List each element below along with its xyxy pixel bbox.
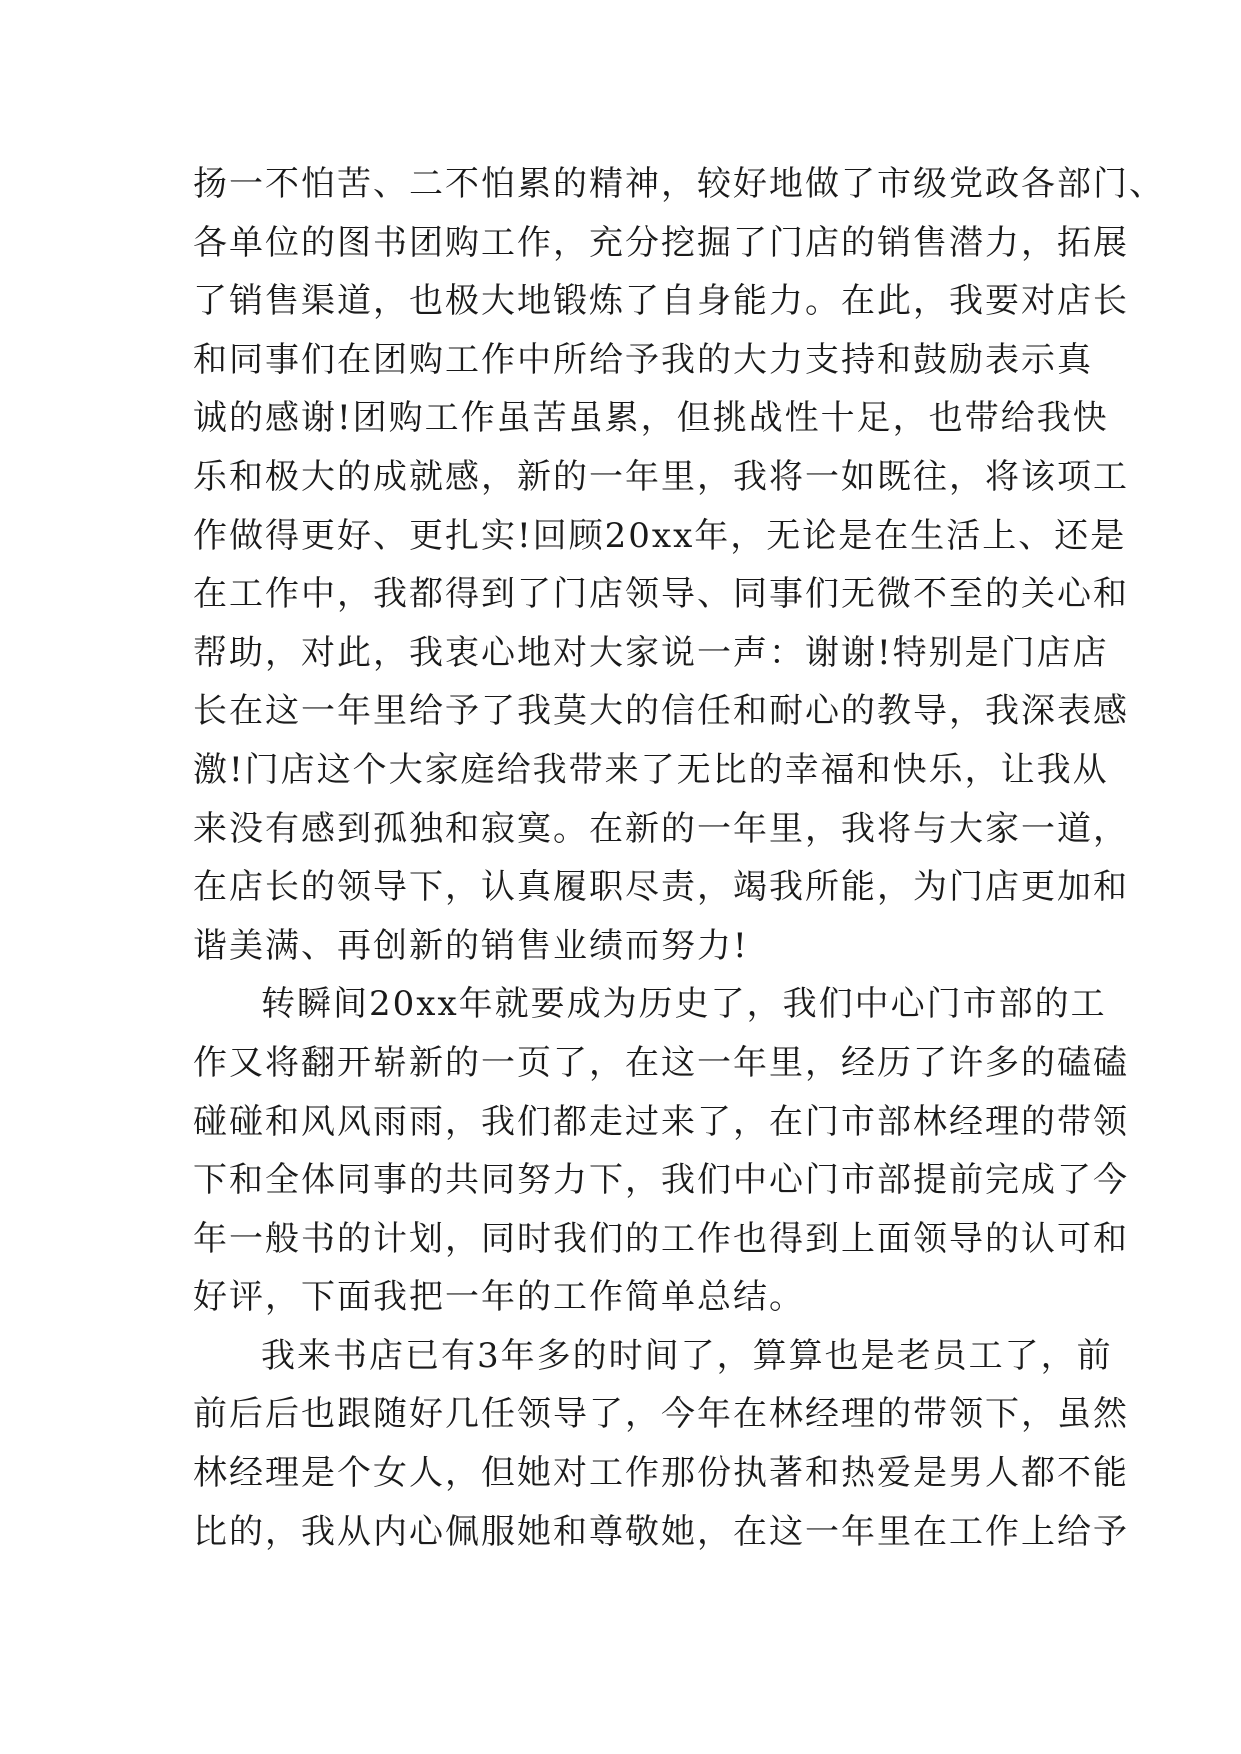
text-line: 好评，下面我把一年的工作简单总结。 (193, 1277, 805, 1318)
text-line: 来没有感到孤独和寂寞。在新的一年里，我将与大家一道， (193, 808, 1129, 849)
body-text (193, 155, 1165, 1561)
text-line: 乐和极大的成就感，新的一年里，我将一如既往，将该项工 (193, 456, 1129, 497)
text-line: 碰碰和风风雨雨，我们都走过来了，在门市部林经理的带领 (193, 1101, 1129, 1142)
text-line: 前后后也跟随好几任领导了，今年在林经理的带领下，虽然 (193, 1394, 1129, 1435)
text-line: 年一般书的计划，同时我们的工作也得到上面领导的认可和 (193, 1218, 1129, 1259)
text-line: 扬一不怕苦、二不怕累的精神，较好地做了市级党政各部门、 (193, 164, 1165, 204)
text-line: 谐美满、再创新的销售业绩而努力! (193, 925, 749, 966)
text-line: 帮助，对此，我衷心地对大家说一声：谢谢!特别是门店店 (193, 632, 1109, 673)
text-line: 作做得更好、更扎实!回顾20xx年，无论是在生活上、还是 (193, 515, 1127, 556)
text-line: 在店长的领导下，认真履职尽责，竭我所能，为门店更加和 (193, 867, 1129, 908)
text-line: 比的，我从内心佩服她和尊敬她，在这一年里在工作上给予 (193, 1511, 1129, 1552)
text-line: 长在这一年里给予了我莫大的信任和耐心的教导，我深表感 (193, 691, 1129, 732)
text-line: 和同事们在团购工作中所给予我的大力支持和鼓励表示真 (193, 339, 1093, 380)
text-line: 下和全体同事的共同努力下，我们中心门市部提前完成了今 (193, 1160, 1129, 1201)
paragraph-first-line: 我来书店已有3年多的时间了，算算也是老员工了，前 (261, 1335, 1113, 1376)
paragraph-first-line: 转瞬间20xx年就要成为历史了，我们中心门市部的工 (261, 984, 1107, 1025)
text-line: 激!门店这个大家庭给我带来了无比的幸福和快乐，让我从 (193, 749, 1109, 790)
text-line: 作又将翻开崭新的一页了，在这一年里，经历了许多的磕磕 (193, 1042, 1129, 1083)
text-line: 在工作中，我都得到了门店领导、同事们无微不至的关心和 (193, 574, 1129, 615)
text-line: 各单位的图书团购工作，充分挖掘了门店的销售潜力，拓展 (193, 222, 1129, 263)
text-line: 了销售渠道，也极大地锻炼了自身能力。在此，我要对店长 (193, 281, 1129, 322)
text-line: 林经理是个女人，但她对工作那份执著和热爱是男人都不能 (193, 1453, 1129, 1494)
text-line: 诚的感谢!团购工作虽苦虽累，但挑战性十足，也带给我快 (193, 398, 1109, 439)
